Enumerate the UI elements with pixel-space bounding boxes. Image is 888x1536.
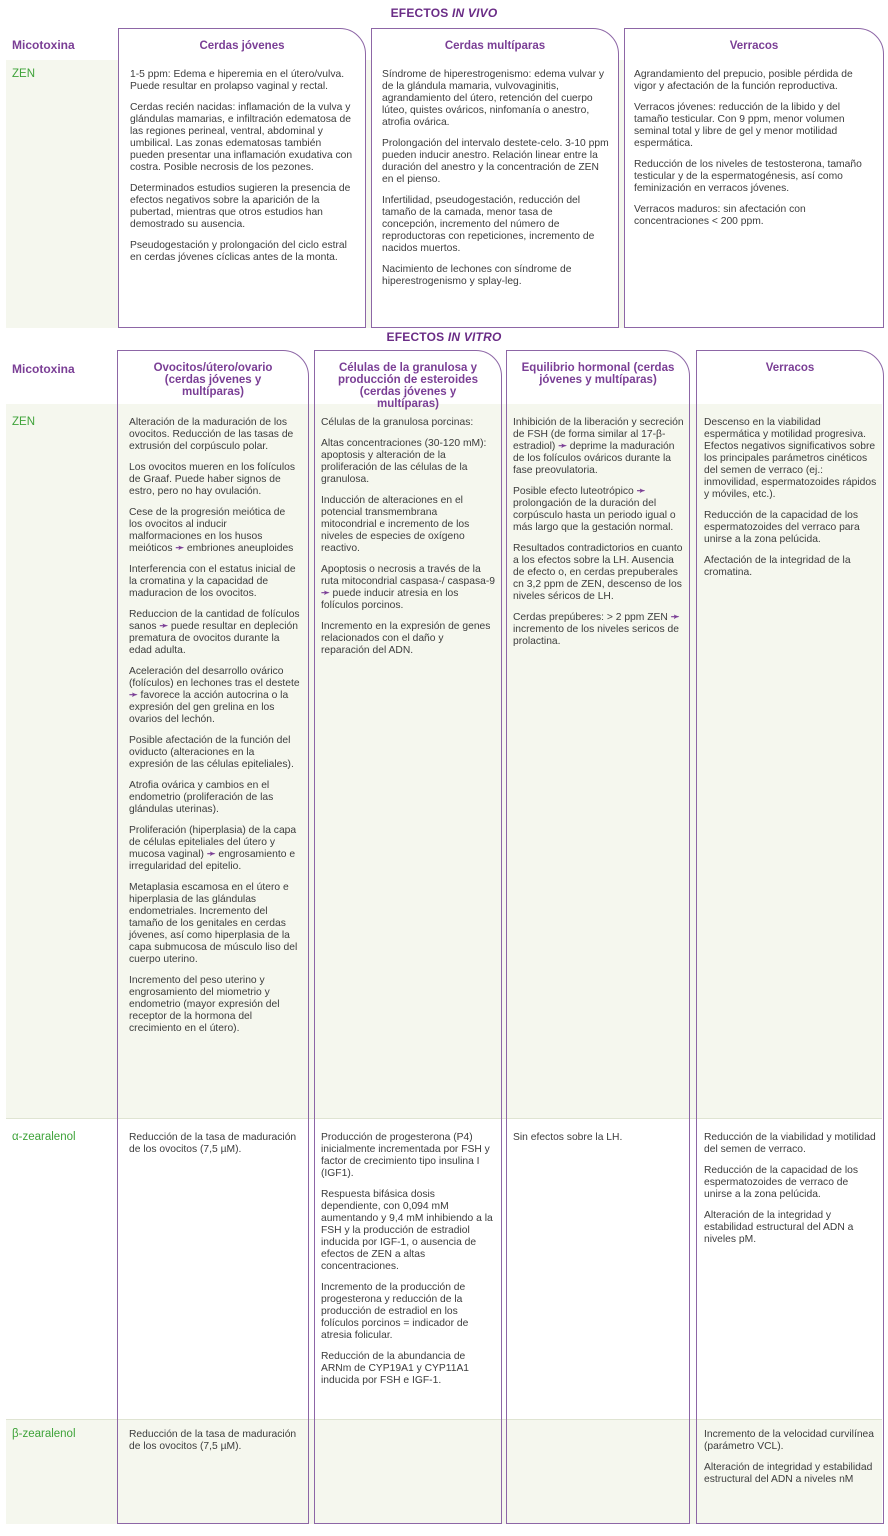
cell-paragraph: 1-5 ppm: Edema e hiperemia en el útero/vulva. Puede resultar en prolapso vaginal y rectal. [130,69,345,92]
cell-paragraph: Reducción de la tasa de maduración de los ovocitos (7,5 µM). [129,1132,297,1155]
cell [129,417,301,1044]
cell-paragraph: Cerdas recién nacidas: inflamación de la vulva y glándulas mamarias, e infiltración edematosa de las regiones perineal, ventral, abdominal y umbilical. Las zonas edematosas también pueden presentar una inflamación exudativa con costra. Posible necrosis de los pezones. [130,102,353,173]
cell-paragraph: Posible afectación de la función del oviducto (alteraciones en la expresión de las células epiteliales). [129,735,294,770]
cell-paragraph: Interferencia con el estatus inicial de la cromatina y la capacidad de maduracion de los ovocitos. [129,564,296,599]
cell [129,1132,301,1165]
cell-paragraph: Reducción de la viabilidad y motilidad del semen de verraco. [704,1132,876,1155]
in-vivo-column-verracos [624,28,884,328]
in-vitro-column-verracos [696,350,884,1524]
in-vivo-title-prefix: EFECTOS [390,6,452,20]
column-header: Equilibrio hormonal (cerdas jóvenes y multíparas) [521,362,675,386]
cell-paragraph: Metaplasia escamosa en el útero e hiperplasia de las glándulas endometriales. Incremento del tamaño de los genitales en cerdas jóvenes, así como hiperplasia de la capa submucosa de músculo liso del cuerpo uterino. [129,882,298,965]
arrow-icon: ➛ [175,543,184,554]
column-header: Cerdas multíparas [444,40,546,52]
in-vitro-title-prefix: EFECTOS [386,330,448,344]
cell [129,1429,301,1462]
in-vitro-row-label-beta-zearalenol: β-zearalenol [12,1428,76,1440]
cell-paragraph: Reducción de la tasa de maduración de los ovocitos (7,5 µM). [129,1429,297,1452]
in-vitro-column-ovocitos [117,350,309,1524]
column-header: Verracos [729,40,779,52]
in-vivo-row-label-zen: ZEN [12,68,35,80]
column-header: Verracos [765,362,815,374]
cell-paragraph: Atrofia ovárica y cambios en el endometrio (proliferación de las glándulas uterinas). [129,780,274,815]
in-vivo-title [0,6,888,20]
cell-paragraph: Sin efectos sobre la LH. [513,1132,623,1143]
arrow-icon: ➛ [670,612,680,623]
column-header: Cerdas jóvenes [199,40,285,52]
cell-paragraph: Reducción de la abundancia de ARNm de CYP19A1 y CYP11A1 inducida por FSH e IGF-1. [321,1351,470,1386]
cell-paragraph: Reduccion de la cantidad de folículos sanos ➛ puede resultar en depleción prematura de ovocitos durante la edad adulta. [129,609,300,656]
cell-paragraph: Prolongación del intervalo destete-celo. 3-10 ppm pueden inducir anestro. Relación linear entre la duración del anestro y la concentración de ZEN en el pienso. [382,138,609,185]
cell-paragraph: Afectación de la integridad de la cromatina. [704,555,851,578]
arrow-icon: ➛ [129,690,138,701]
cell [513,1132,685,1153]
column-header: Ovocitos/útero/ovario (cerdas jóvenes y multíparas) [153,362,273,398]
cell-paragraph: Aceleración del desarrollo ovárico (folículos) en lechones tras el destete ➛ favorece la acción autocrina o la expresión del gen grelina en los ovarios del lechón. [129,666,300,725]
cell-paragraph: Reducción de los niveles de testosterona, tamaño testicular y de la espermatogénesis, así como feminización en verracos jóvenes. [634,159,862,194]
cell-paragraph: Incremento del peso uterino y engrosamiento del miometrio y endometrio (mayor expresión del receptor de la hormona del crecimiento en el útero). [129,975,280,1034]
cell-paragraph: Incremento de la producción de progesterona y reducción de la producción de estradiol en los folículos porcinos = indicador de atresia folicular. [321,1282,469,1341]
column-header: Células de la granulosa y producción de esteroides (cerdas jóvenes y multíparas) [338,362,478,410]
cell-paragraph: Síndrome de hiperestrogenismo: edema vulvar y de la glándula mamaria, vulvovaginitis, agrandamiento del útero, retención del cuerpo lúteo, quistes ováricos, ninfomanía o anestro, atrofia ovárica. [382,69,605,128]
cell-paragraph: Altas concentraciones (30-120 mM): apoptosis y alteración de la proliferación de las células de la granulosa. [321,438,487,485]
cell-paragraph: Cerdas prepúberes: > 2 ppm ZEN ➛ incremento de los niveles sericos de prolactina. [513,612,680,647]
cell-paragraph: Verracos maduros: sin afectación con concentraciones < 200 ppm. [634,204,806,227]
cell-paragraph: Proliferación (hiperplasia) de la capa de células epiteliales del útero y mucosa vaginal) ➛ engrosamiento e irregularidad del epitelio. [129,825,297,872]
cell-paragraph: Los ovocitos mueren en los folículos de Graaf. Puede haber signos de estro, pero no hay ovulación. [129,462,295,497]
in-vitro-title [0,330,888,344]
cell [704,1132,878,1255]
arrow-icon: ➛ [159,621,168,632]
cell [513,417,685,657]
cell [704,1429,878,1495]
cell-paragraph: Incremento de la velocidad curvilínea (parámetro VCL). [704,1429,874,1452]
cell-paragraph: Células de la granulosa porcinas: [321,417,474,428]
cell [382,69,610,297]
cell-paragraph: Cese de la progresión meiótica de los ovocitos al inducir malformaciones en los husos meióticos ➛ embriones aneuploides [129,507,294,554]
cell-paragraph: Verracos jóvenes: reducción de la libido y del tamaño testicular. Con 9 ppm, menor volumen seminal total y libre de gel y menor motilidad espermática. [634,102,845,149]
cell-paragraph: Respuesta bifásica dosis dependiente, con 0,094 mM aumentando y 9,4 mM inhibiendo a la FSH y la producción de estradiol inducida por IGF-1, o ausencia de efectos de ZEN a altas concentraciones. [321,1189,493,1272]
in-vitro-micotoxina-label: Micotoxina [12,362,75,376]
in-vitro-column-granulosa [314,350,502,1524]
in-vitro-row-label-zen: ZEN [12,416,35,428]
in-vitro-row-label-alpha-zearalenol: α-zearalenol [12,1131,76,1143]
cell [321,1132,495,1396]
cell-paragraph: Determinados estudios sugieren la presencia de efectos negativos sobre la aparición de la pubertad, mientras que otros estudios han demostrado su ausencia. [130,183,351,230]
cell-paragraph: Incremento en la expresión de genes relacionados con el daño y reparación del ADN. [321,621,491,656]
cell-paragraph: Alteración de integridad y estabilidad estructural del ADN a niveles nM [704,1462,873,1485]
cell-paragraph: Reducción de la capacidad de los espermatozoides de verraco de unirse a la zona pelúcida. [704,1165,858,1200]
arrow-icon: ➛ [558,441,567,452]
cell-paragraph: Inducción de alteraciones en el potencial transmembrana mitocondrial e incremento de los niveles de especies de oxígeno reactivo. [321,495,470,554]
cell-paragraph: Producción de progesterona (P4) inicialmente incrementada por FSH y factor de crecimiento tipo insulina I (IGF1). [321,1132,490,1179]
cell-paragraph: Infertilidad, pseudogestación, reducción del tamaño de la camada, menor tasa de concepción, incremento del número de reproductoras con repeticiones, incremento de nacidos muertos. [382,195,595,254]
cell-paragraph: Nacimiento de lechones con síndrome de hiperestrogenismo y splay-leg. [382,264,572,287]
cell-paragraph: Descenso en la viabilidad espermática y motilidad progresiva. Efectos negativos significativos sobre los principales parámetros cinéticos del semen de verraco (ej.: inmovilidad, espermatozoides rápidos y móviles, etc.). [704,417,877,500]
cell-paragraph: Resultados contradictorios en cuanto a los efectos sobre la LH. Ausencia de efecto o, en cerdas prepuberales cn 3,2 ppm de ZEN, descenso de los niveles séricos de LH. [513,543,683,602]
cell-paragraph: Apoptosis o necrosis a través de la ruta mitocondrial caspasa-/ caspasa-9 ➛ puede inducir atresia en los folículos porcinos. [321,564,495,611]
cell [321,417,495,666]
cell [634,69,872,237]
in-vitro-column-equilibrio-hormonal [506,350,690,1524]
in-vitro-title-emph: IN VITRO [447,330,502,344]
cell-paragraph: Alteración de la integridad y estabilidad estructural del ADN a niveles pM. [704,1210,854,1245]
in-vivo-column-cerdas-multiparas [371,28,619,328]
in-vivo-micotoxina-label: Micotoxina [12,38,75,52]
cell-paragraph: Reducción de la capacidad de los espermatozoides del verraco para unirse a la zona pelúcida. [704,510,860,545]
in-vivo-column-cerdas-jovenes [118,28,366,328]
arrow-icon: ➛ [206,849,216,860]
cell-paragraph: Posible efecto luteotrópico ➛ prolongación de la duración del corpúsculo hasta un periodo igual o más largo que la gestación normal. [513,486,676,533]
arrow-icon: ➛ [636,486,646,497]
in-vivo-title-emph: IN VIVO [451,6,498,20]
cell-paragraph: Pseudogestación y prolongación del ciclo estral en cerdas jóvenes cíclicas antes de la monta. [130,240,347,263]
cell [704,417,878,588]
cell-paragraph: Agrandamiento del prepucio, posible pérdida de vigor y afectación de la función reproductiva. [634,69,853,92]
arrow-icon: ➛ [321,588,330,599]
cell-paragraph: Alteración de la maduración de los ovocitos. Reducción de las tasas de extrusión del corpúsculo polar. [129,417,294,452]
cell [130,69,355,273]
cell-paragraph: Inhibición de la liberación y secreción de FSH (de forma similar al 17-β-estradiol) ➛ deprime la maduración de los folículos ováricos durante la fase preovulatoria. [513,417,684,476]
